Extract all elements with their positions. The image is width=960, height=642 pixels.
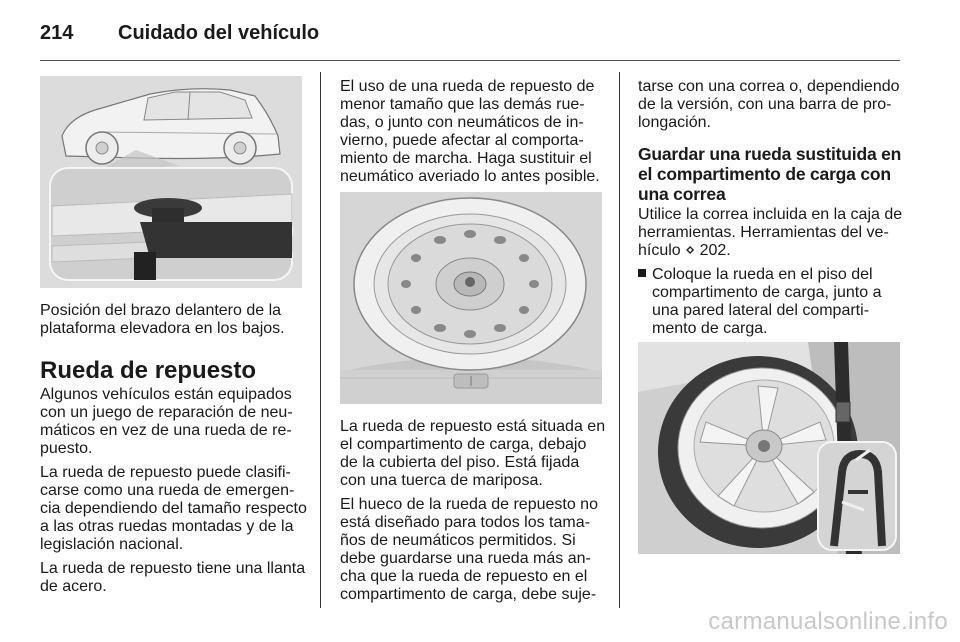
spare-wheel-figure (340, 192, 602, 404)
lift-point-illustration (40, 76, 302, 288)
column-divider-2 (619, 72, 620, 608)
watermark: carmanualsonline.info (708, 608, 948, 635)
spare-wheel-illustration (340, 192, 602, 404)
section-heading-store-wheel: Guardar una rueda sustituida en el compartimento de carga con una correa (638, 144, 902, 204)
column-1 (40, 302, 308, 602)
paragraph-tools (638, 206, 904, 260)
bullet-square-icon (638, 269, 646, 277)
bullet-item (638, 266, 904, 338)
page-title: Cuidado del vehículo (118, 22, 320, 44)
lift-point-figure (40, 76, 302, 288)
column-2-bottom (340, 418, 606, 610)
paragraph: El hueco de la rueda de repuesto no está diseñado para todos los tamaños de neumáticos permitidos. Si debe guardarse una rueda más ancha que la rueda de repuesto en el compartimento de carga, debe suje- (340, 496, 598, 603)
column-divider-1 (320, 72, 321, 608)
paragraph: Algunos vehículos están equipados con un juego de reparación de neumáticos en vez de una rueda de repuesto. (40, 386, 293, 457)
strap-wheel-illustration (638, 342, 900, 554)
bullet-text: Coloque la rueda en el piso del compartimento de carga, junto a una pared lateral del compartimento de carga. (652, 266, 882, 337)
column-2-top (340, 78, 606, 192)
page-reference: 202. (695, 242, 731, 259)
figure-caption: Posición del brazo delantero de la plataforma elevadora en los bajos. (40, 302, 285, 337)
column-3 (638, 78, 904, 338)
page-number: 214 (40, 22, 74, 44)
paragraph: La rueda de repuesto está situada en el compartimento de carga, debajo de la cubierta del piso. Está fijada con una tuerca de mariposa. (340, 418, 606, 489)
paragraph: tarse con una correa o, dependiendo de la versión, con una barra de prolongación. (638, 78, 900, 131)
tools-text: Utilice la correa incluida en la caja de herramientas. Herramientas del vehículo (638, 206, 903, 259)
paragraph: La rueda de repuesto puede clasificarse como una rueda de emergencia dependiendo del tamaño respecto a las otras ruedas montadas y de la legislación nacional. (40, 464, 307, 553)
strap-wheel-figure (638, 342, 900, 554)
section-heading-spare-wheel: Rueda de repuesto (40, 357, 257, 384)
header-rule (40, 60, 900, 61)
paragraph: El uso de una rueda de repuesto de menor tamaño que las demás ruedas, o junto con neumáticos de invierno, puede afectar al comportamiento de marcha. Haga sustituir el neumático averiado lo antes posible. (340, 78, 600, 185)
paragraph: La rueda de repuesto tiene una llanta de acero. (40, 560, 306, 595)
page-reference-icon: ⋄ (685, 242, 696, 259)
page-header (40, 12, 900, 52)
